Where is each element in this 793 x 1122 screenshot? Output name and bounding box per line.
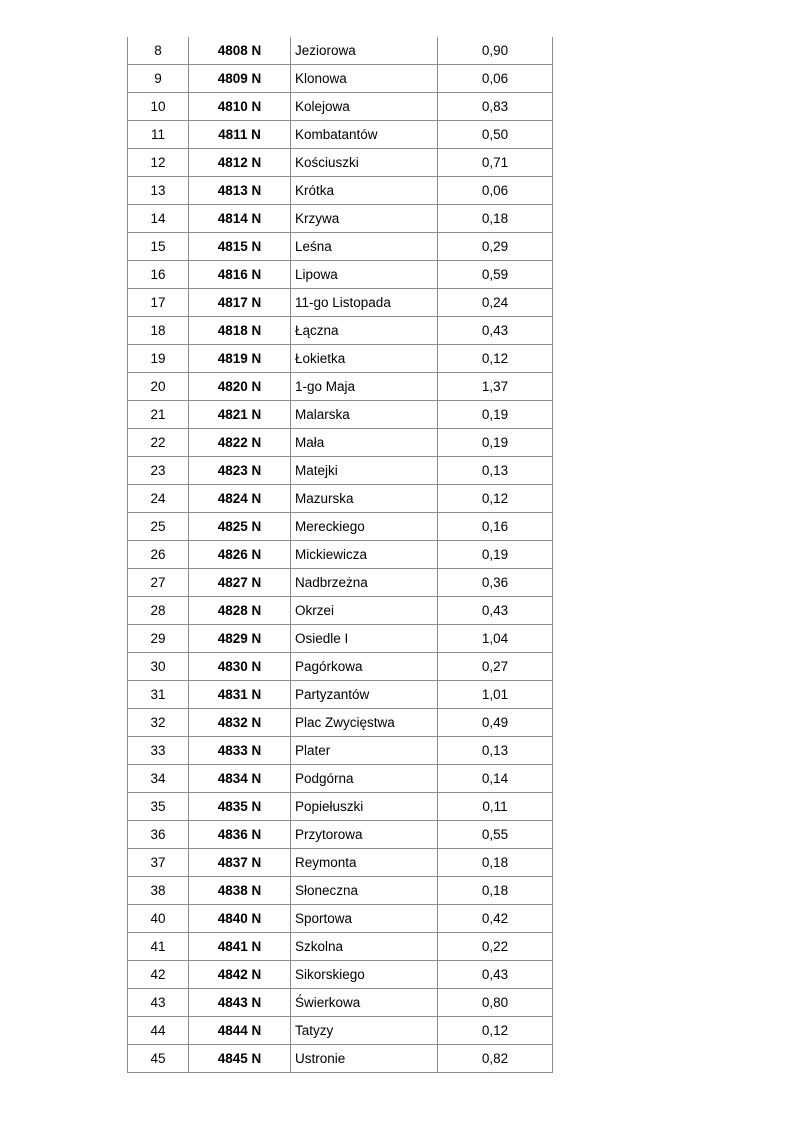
table-row: [128, 65, 553, 93]
road-length-cell: 0,50: [438, 121, 553, 149]
road-number-cell: 4833 N: [189, 737, 291, 765]
road-number-cell: 4818 N: [189, 317, 291, 345]
row-number-cell: 22: [128, 429, 189, 457]
table-row: [128, 289, 553, 317]
row-number-cell: 33: [128, 737, 189, 765]
road-number-cell: 4824 N: [189, 485, 291, 513]
row-number-cell: 12: [128, 149, 189, 177]
table-row: [128, 345, 553, 373]
street-name-cell: Popiełuszki: [291, 793, 438, 821]
row-number-cell: 21: [128, 401, 189, 429]
road-number-cell: 4814 N: [189, 205, 291, 233]
row-number-cell: 45: [128, 1045, 189, 1073]
road-number-cell: 4835 N: [189, 793, 291, 821]
row-number-cell: 24: [128, 485, 189, 513]
street-name-cell: Tatyzy: [291, 1017, 438, 1045]
street-name-cell: Kolejowa: [291, 93, 438, 121]
table-row: [128, 149, 553, 177]
road-length-cell: 0,19: [438, 401, 553, 429]
road-length-cell: 0,11: [438, 793, 553, 821]
road-length-cell: 0,24: [438, 289, 553, 317]
road-length-cell: 0,43: [438, 597, 553, 625]
table-row: [128, 373, 553, 401]
road-length-cell: 0,36: [438, 569, 553, 597]
road-length-cell: 0,16: [438, 513, 553, 541]
row-number-cell: 28: [128, 597, 189, 625]
road-length-cell: 0,13: [438, 737, 553, 765]
row-number-cell: 14: [128, 205, 189, 233]
table-row: [128, 177, 553, 205]
roads-table: [127, 37, 553, 1073]
street-name-cell: Podgórna: [291, 765, 438, 793]
table-row: [128, 765, 553, 793]
row-number-cell: 19: [128, 345, 189, 373]
street-name-cell: Ustronie: [291, 1045, 438, 1073]
row-number-cell: 15: [128, 233, 189, 261]
street-name-cell: Okrzei: [291, 597, 438, 625]
road-number-cell: 4817 N: [189, 289, 291, 317]
road-number-cell: 4841 N: [189, 933, 291, 961]
road-number-cell: 4820 N: [189, 373, 291, 401]
street-name-cell: Nadbrzeżna: [291, 569, 438, 597]
road-number-cell: 4810 N: [189, 93, 291, 121]
street-name-cell: Kombatantów: [291, 121, 438, 149]
street-name-cell: Osiedle I: [291, 625, 438, 653]
row-number-cell: 29: [128, 625, 189, 653]
street-name-cell: Klonowa: [291, 65, 438, 93]
row-number-cell: 8: [128, 37, 189, 65]
table-row: [128, 625, 553, 653]
table-row: [128, 457, 553, 485]
street-name-cell: Mickiewicza: [291, 541, 438, 569]
table-row: [128, 261, 553, 289]
table-row: [128, 1017, 553, 1045]
road-number-cell: 4825 N: [189, 513, 291, 541]
road-length-cell: 0,18: [438, 877, 553, 905]
table-row: [128, 653, 553, 681]
table-row: [128, 401, 553, 429]
roads-table-body: [128, 37, 553, 1073]
road-length-cell: 0,71: [438, 149, 553, 177]
road-length-cell: 0,55: [438, 821, 553, 849]
table-row: [128, 569, 553, 597]
row-number-cell: 23: [128, 457, 189, 485]
table-row: [128, 513, 553, 541]
street-name-cell: Krótka: [291, 177, 438, 205]
row-number-cell: 18: [128, 317, 189, 345]
road-number-cell: 4844 N: [189, 1017, 291, 1045]
road-number-cell: 4821 N: [189, 401, 291, 429]
road-length-cell: 0,18: [438, 849, 553, 877]
street-name-cell: Mazurska: [291, 485, 438, 513]
row-number-cell: 43: [128, 989, 189, 1017]
row-number-cell: 34: [128, 765, 189, 793]
road-length-cell: 0,22: [438, 933, 553, 961]
row-number-cell: 30: [128, 653, 189, 681]
road-number-cell: 4832 N: [189, 709, 291, 737]
row-number-cell: 16: [128, 261, 189, 289]
road-number-cell: 4822 N: [189, 429, 291, 457]
road-number-cell: 4813 N: [189, 177, 291, 205]
road-length-cell: 0,80: [438, 989, 553, 1017]
table-row: [128, 709, 553, 737]
row-number-cell: 27: [128, 569, 189, 597]
row-number-cell: 41: [128, 933, 189, 961]
street-name-cell: Reymonta: [291, 849, 438, 877]
street-name-cell: Słoneczna: [291, 877, 438, 905]
road-length-cell: 0,18: [438, 205, 553, 233]
row-number-cell: 25: [128, 513, 189, 541]
street-name-cell: Pagórkowa: [291, 653, 438, 681]
table-row: [128, 93, 553, 121]
table-row: [128, 37, 553, 65]
row-number-cell: 13: [128, 177, 189, 205]
road-number-cell: 4830 N: [189, 653, 291, 681]
row-number-cell: 36: [128, 821, 189, 849]
street-name-cell: 11-go Listopada: [291, 289, 438, 317]
road-number-cell: 4838 N: [189, 877, 291, 905]
row-number-cell: 37: [128, 849, 189, 877]
row-number-cell: 40: [128, 905, 189, 933]
table-row: [128, 933, 553, 961]
table-row: [128, 737, 553, 765]
road-number-cell: 4816 N: [189, 261, 291, 289]
row-number-cell: 26: [128, 541, 189, 569]
street-name-cell: Świerkowa: [291, 989, 438, 1017]
street-name-cell: Partyzantów: [291, 681, 438, 709]
street-name-cell: Jeziorowa: [291, 37, 438, 65]
table-row: [128, 681, 553, 709]
row-number-cell: 35: [128, 793, 189, 821]
row-number-cell: 20: [128, 373, 189, 401]
row-number-cell: 42: [128, 961, 189, 989]
table-row: [128, 233, 553, 261]
road-number-cell: 4809 N: [189, 65, 291, 93]
street-name-cell: 1-go Maja: [291, 373, 438, 401]
road-length-cell: 0,06: [438, 65, 553, 93]
street-name-cell: Matejki: [291, 457, 438, 485]
street-name-cell: Sportowa: [291, 905, 438, 933]
road-number-cell: 4842 N: [189, 961, 291, 989]
street-name-cell: Szkolna: [291, 933, 438, 961]
road-length-cell: 0,43: [438, 961, 553, 989]
row-number-cell: 11: [128, 121, 189, 149]
street-name-cell: Przytorowa: [291, 821, 438, 849]
street-name-cell: Kościuszki: [291, 149, 438, 177]
road-number-cell: 4840 N: [189, 905, 291, 933]
table-row: [128, 793, 553, 821]
row-number-cell: 17: [128, 289, 189, 317]
road-length-cell: 0,12: [438, 1017, 553, 1045]
road-length-cell: 1,01: [438, 681, 553, 709]
row-number-cell: 38: [128, 877, 189, 905]
road-number-cell: 4808 N: [189, 37, 291, 65]
road-length-cell: 0,14: [438, 765, 553, 793]
table-row: [128, 821, 553, 849]
road-length-cell: 0,42: [438, 905, 553, 933]
road-length-cell: 0,90: [438, 37, 553, 65]
row-number-cell: 32: [128, 709, 189, 737]
table-row: [128, 121, 553, 149]
road-number-cell: 4826 N: [189, 541, 291, 569]
table-row: [128, 849, 553, 877]
road-length-cell: 0,19: [438, 541, 553, 569]
road-number-cell: 4812 N: [189, 149, 291, 177]
road-length-cell: 0,19: [438, 429, 553, 457]
table-row: [128, 429, 553, 457]
row-number-cell: 10: [128, 93, 189, 121]
table-row: [128, 317, 553, 345]
road-number-cell: 4819 N: [189, 345, 291, 373]
road-length-cell: 0,83: [438, 93, 553, 121]
road-number-cell: 4834 N: [189, 765, 291, 793]
row-number-cell: 9: [128, 65, 189, 93]
road-length-cell: 1,37: [438, 373, 553, 401]
street-name-cell: Plater: [291, 737, 438, 765]
table-row: [128, 989, 553, 1017]
road-length-cell: 0,82: [438, 1045, 553, 1073]
road-number-cell: 4828 N: [189, 597, 291, 625]
row-number-cell: 44: [128, 1017, 189, 1045]
street-name-cell: Lipowa: [291, 261, 438, 289]
street-name-cell: Łączna: [291, 317, 438, 345]
road-length-cell: 0,13: [438, 457, 553, 485]
road-length-cell: 0,49: [438, 709, 553, 737]
street-name-cell: Plac Zwycięstwa: [291, 709, 438, 737]
table-row: [128, 205, 553, 233]
table-row: [128, 485, 553, 513]
road-length-cell: 0,06: [438, 177, 553, 205]
table-row: [128, 961, 553, 989]
street-name-cell: Mereckiego: [291, 513, 438, 541]
road-length-cell: 1,04: [438, 625, 553, 653]
road-number-cell: 4837 N: [189, 849, 291, 877]
table-row: [128, 877, 553, 905]
table-row: [128, 1045, 553, 1073]
road-number-cell: 4829 N: [189, 625, 291, 653]
street-name-cell: Leśna: [291, 233, 438, 261]
road-length-cell: 0,29: [438, 233, 553, 261]
street-name-cell: Sikorskiego: [291, 961, 438, 989]
table-row: [128, 597, 553, 625]
road-length-cell: 0,12: [438, 345, 553, 373]
street-name-cell: Łokietka: [291, 345, 438, 373]
road-length-cell: 0,12: [438, 485, 553, 513]
road-number-cell: 4811 N: [189, 121, 291, 149]
table-row: [128, 541, 553, 569]
road-number-cell: 4823 N: [189, 457, 291, 485]
street-name-cell: Malarska: [291, 401, 438, 429]
table-row: [128, 905, 553, 933]
road-length-cell: 0,27: [438, 653, 553, 681]
road-number-cell: 4836 N: [189, 821, 291, 849]
road-number-cell: 4843 N: [189, 989, 291, 1017]
row-number-cell: 31: [128, 681, 189, 709]
road-length-cell: 0,59: [438, 261, 553, 289]
road-number-cell: 4827 N: [189, 569, 291, 597]
road-number-cell: 4815 N: [189, 233, 291, 261]
street-name-cell: Krzywa: [291, 205, 438, 233]
street-name-cell: Mała: [291, 429, 438, 457]
road-number-cell: 4845 N: [189, 1045, 291, 1073]
road-length-cell: 0,43: [438, 317, 553, 345]
road-number-cell: 4831 N: [189, 681, 291, 709]
